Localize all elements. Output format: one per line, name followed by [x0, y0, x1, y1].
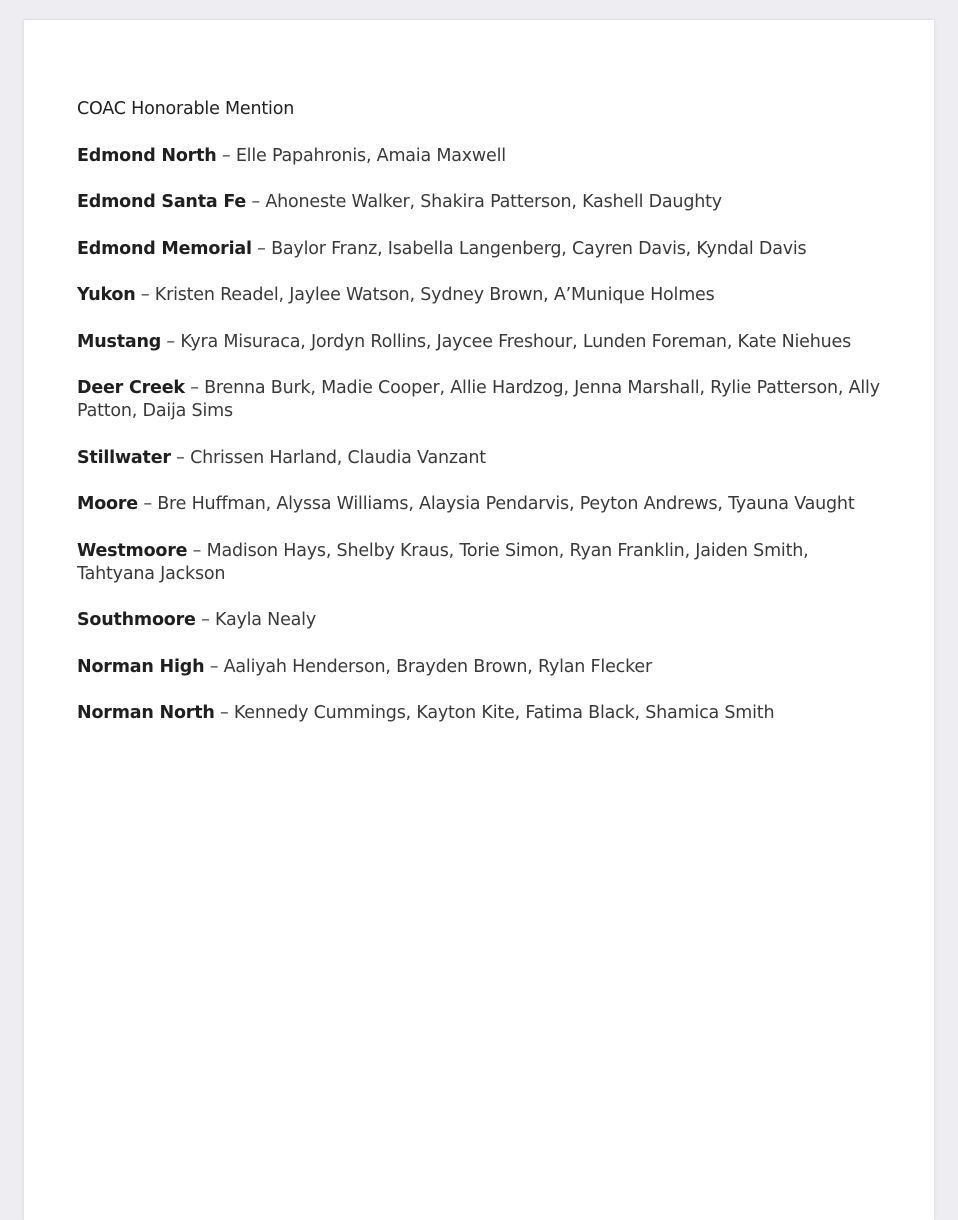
team-entry-edmond-north	[77, 145, 887, 168]
school-name: Norman North	[77, 703, 215, 723]
entry-separator: –	[184, 378, 205, 398]
document-content	[77, 98, 887, 749]
team-entry-moore	[77, 493, 887, 516]
school-name: Edmond Memorial	[77, 238, 252, 259]
player-names: Bre Huffman, Alyssa Williams, Alaysia Pendarvis, Peyton Andrews, Tyauna Vaught	[157, 494, 855, 514]
school-name: Edmond North	[77, 145, 217, 166]
entry-separator: –	[246, 192, 266, 212]
team-entry-southmoore	[77, 609, 887, 632]
entry-separator: –	[170, 447, 191, 468]
school-name: Westmoore	[77, 540, 188, 561]
school-name: Southmoore	[77, 610, 196, 630]
player-names: Aaliyah Henderson, Brayden Brown, Rylan Flecker	[223, 656, 652, 677]
entry-separator: –	[216, 145, 236, 166]
entry-separator: –	[195, 610, 215, 630]
school-name: Edmond Santa Fe	[77, 192, 247, 212]
team-entry-mustang	[77, 331, 887, 354]
team-entry-edmond-santa-fe	[77, 191, 887, 214]
player-names: Elle Papahronis, Amaia Maxwell	[235, 145, 506, 166]
school-name: Deer Creek	[77, 378, 185, 398]
player-names: Kristen Readel, Jaylee Watson, Sydney Brown, A’Munique Holmes	[154, 285, 715, 305]
team-entry-deer-creek	[77, 377, 887, 423]
school-name: Stillwater	[77, 447, 171, 468]
player-names: Ahoneste Walker, Shakira Patterson, Kashell Daughty	[265, 192, 722, 212]
entry-separator: –	[214, 703, 234, 723]
school-name: Yukon	[77, 285, 136, 305]
entry-separator: –	[204, 656, 224, 677]
entry-separator: –	[135, 285, 155, 305]
document-page	[24, 20, 934, 1220]
player-names: Chrissen Harland, Claudia Vanzant	[190, 447, 486, 468]
player-names: Madison Hays, Shelby Kraus, Torie Simon, Ryan Franklin, Jaiden Smith, Tahtyana Jackson	[77, 540, 809, 584]
school-name: Norman High	[77, 656, 205, 677]
entry-separator: –	[137, 494, 158, 514]
player-names: Kyra Misuraca, Jordyn Rollins, Jaycee Freshour, Lunden Foreman, Kate Niehues	[180, 331, 852, 352]
player-names: Kayla Nealy	[214, 610, 316, 630]
entry-separator: –	[251, 238, 272, 259]
school-name: Mustang	[77, 331, 162, 352]
document-heading: COAC Honorable Mention	[77, 99, 295, 119]
entry-separator: –	[161, 331, 181, 352]
entry-separator: –	[187, 540, 207, 561]
player-names: Baylor Franz, Isabella Langenberg, Cayren Davis, Kyndal Davis	[271, 238, 807, 259]
school-name: Moore	[77, 494, 138, 514]
team-entry-yukon	[77, 284, 887, 307]
team-entry-norman-north	[77, 702, 887, 725]
team-entry-stillwater	[77, 447, 887, 470]
player-names: Kennedy Cummings, Kayton Kite, Fatima Black, Shamica Smith	[233, 703, 775, 723]
team-entry-norman-high	[77, 656, 887, 679]
player-names: Brenna Burk, Madie Cooper, Allie Hardzog, Jenna Marshall, Rylie Patterson, Ally Patton, Daija Sims	[77, 378, 880, 421]
team-entry-edmond-memorial	[77, 238, 887, 261]
team-entry-westmoore	[77, 540, 887, 586]
